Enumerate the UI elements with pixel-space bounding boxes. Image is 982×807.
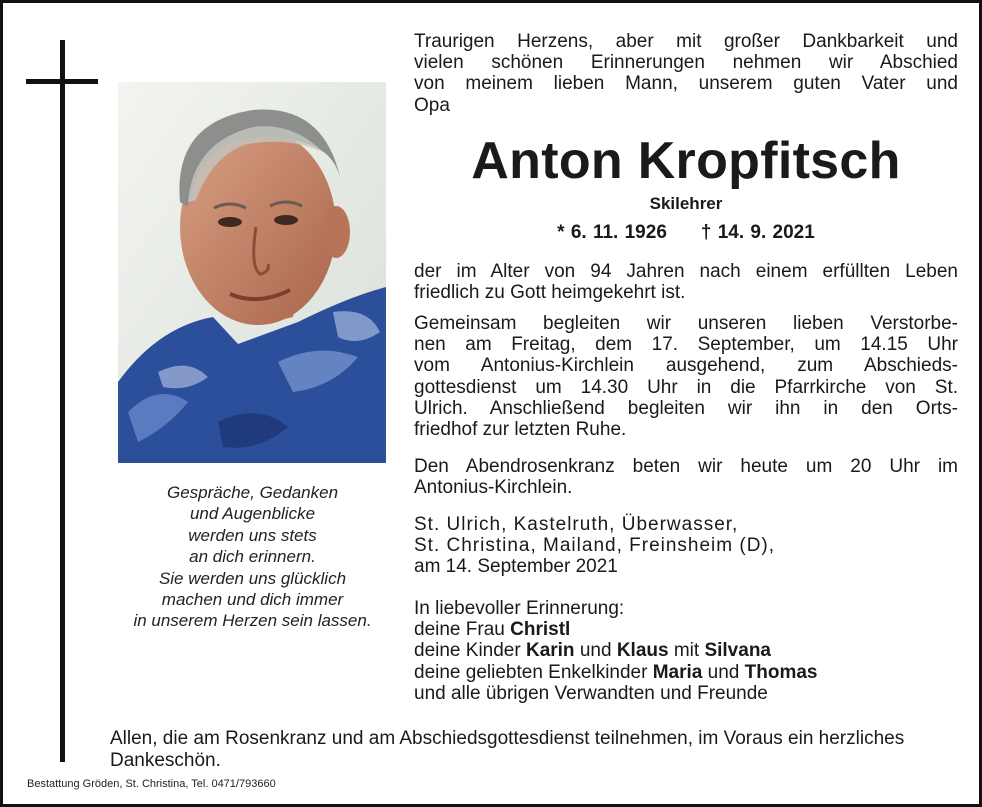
- intro-line: Opa: [414, 94, 450, 116]
- grandchild-name: Thomas: [744, 661, 818, 683]
- family-wife: [414, 619, 958, 640]
- place-and-date: [414, 514, 958, 578]
- paragraph-line: nen am Freitag, dem 17. September, um 14.15 Uhr: [414, 334, 958, 356]
- places-line: St. Christina, Mailand, Freinsheim (D),: [414, 535, 776, 557]
- conjunction: und: [702, 661, 745, 683]
- conjunction: und: [574, 640, 617, 662]
- paragraph-line: Den Abendrosenkranz beten wir heute um 20 Uhr im: [414, 456, 958, 477]
- cross-vertical-bar: [60, 40, 65, 762]
- family-mourners: [414, 598, 958, 704]
- poem-line: in unserem Herzen sein lassen.: [133, 611, 372, 631]
- conjunction: mit: [668, 640, 705, 662]
- intro-line: Traurigen Herzens, aber mit großer Dankbarkeit und: [414, 31, 958, 52]
- family-others: und alle übrigen Verwandten und Freunde: [414, 682, 768, 704]
- death-date: † 14. 9. 2021: [700, 222, 815, 243]
- deceased-name: Anton Kropfitsch: [471, 132, 901, 190]
- poem-line: werden uns stets: [188, 525, 317, 545]
- rosary-paragraph: [414, 456, 958, 498]
- paragraph-line: der im Alter von 94 Jahren nach einem erfüllten Leben: [414, 261, 958, 282]
- memorial-poem: [105, 482, 400, 632]
- deceased-profession: Skilehrer: [649, 194, 723, 213]
- family-heading: In liebevoller Erinnerung:: [414, 598, 625, 619]
- poem-line: an dich erinnern.: [189, 547, 316, 567]
- places-line: St. Ulrich, Kastelruth, Überwasser,: [414, 514, 739, 535]
- portrait-photo: [118, 82, 386, 463]
- wife-prefix: deine Frau: [414, 619, 511, 641]
- partner-name: Silvana: [704, 640, 771, 662]
- cross-horizontal-bar: [26, 79, 98, 84]
- poem-line: und Augenblicke: [189, 504, 316, 524]
- life-dates: [414, 222, 958, 244]
- thanks-text: Allen, die am Rosenkranz und am Abschiedsgottesdienst teilnehmen, im Voraus ein herzliches Dankeschön.: [110, 728, 905, 771]
- grandchildren-prefix: deine geliebten Enkelkinder: [414, 661, 653, 683]
- intro-line: vielen schönen Erinnerungen nehmen wir Abschied: [414, 52, 958, 74]
- grandchild-name: Maria: [652, 661, 703, 683]
- poem-line: machen und dich immer: [161, 590, 344, 610]
- child-name: Klaus: [616, 640, 669, 662]
- poem-line: Sie werden uns glücklich: [158, 568, 347, 588]
- paragraph-line: Gemeinsam begleiten wir unseren lieben Verstorbe-: [414, 313, 958, 334]
- wife-name: Christl: [510, 619, 571, 641]
- funeral-home-footer: Bestattung Gröden, St. Christina, Tel. 0471/793660: [27, 778, 276, 790]
- family-grandchildren: [414, 662, 958, 683]
- poem-line: Gespräche, Gedanken: [166, 483, 339, 502]
- paragraph-line: friedlich zu Gott heimgekehrt ist.: [414, 282, 686, 304]
- paragraph-line: friedhof zur letzten Ruhe.: [414, 419, 627, 441]
- birth-date: * 6. 11. 1926: [557, 222, 667, 243]
- child-name: Karin: [525, 640, 575, 662]
- paragraph-line: Antonius-Kirchlein.: [414, 477, 573, 499]
- family-children: [414, 640, 958, 661]
- children-prefix: deine Kinder: [414, 640, 526, 662]
- date-line: am 14. September 2021: [414, 556, 618, 578]
- passing-paragraph: [414, 261, 958, 303]
- paragraph-line: gottesdienst um 14.30 Uhr in die Pfarrkirche von St.: [414, 376, 958, 398]
- funeral-paragraph: [414, 313, 958, 440]
- intro-text: [414, 31, 958, 116]
- intro-line: von meinem lieben Mann, unserem guten Vater und: [414, 73, 958, 95]
- paragraph-line: Ulrich. Anschließend begleiten wir ihn in den Orts-: [414, 397, 958, 419]
- paragraph-line: vom Antonius-Kirchlein ausgehend, zum Abschieds-: [414, 355, 958, 377]
